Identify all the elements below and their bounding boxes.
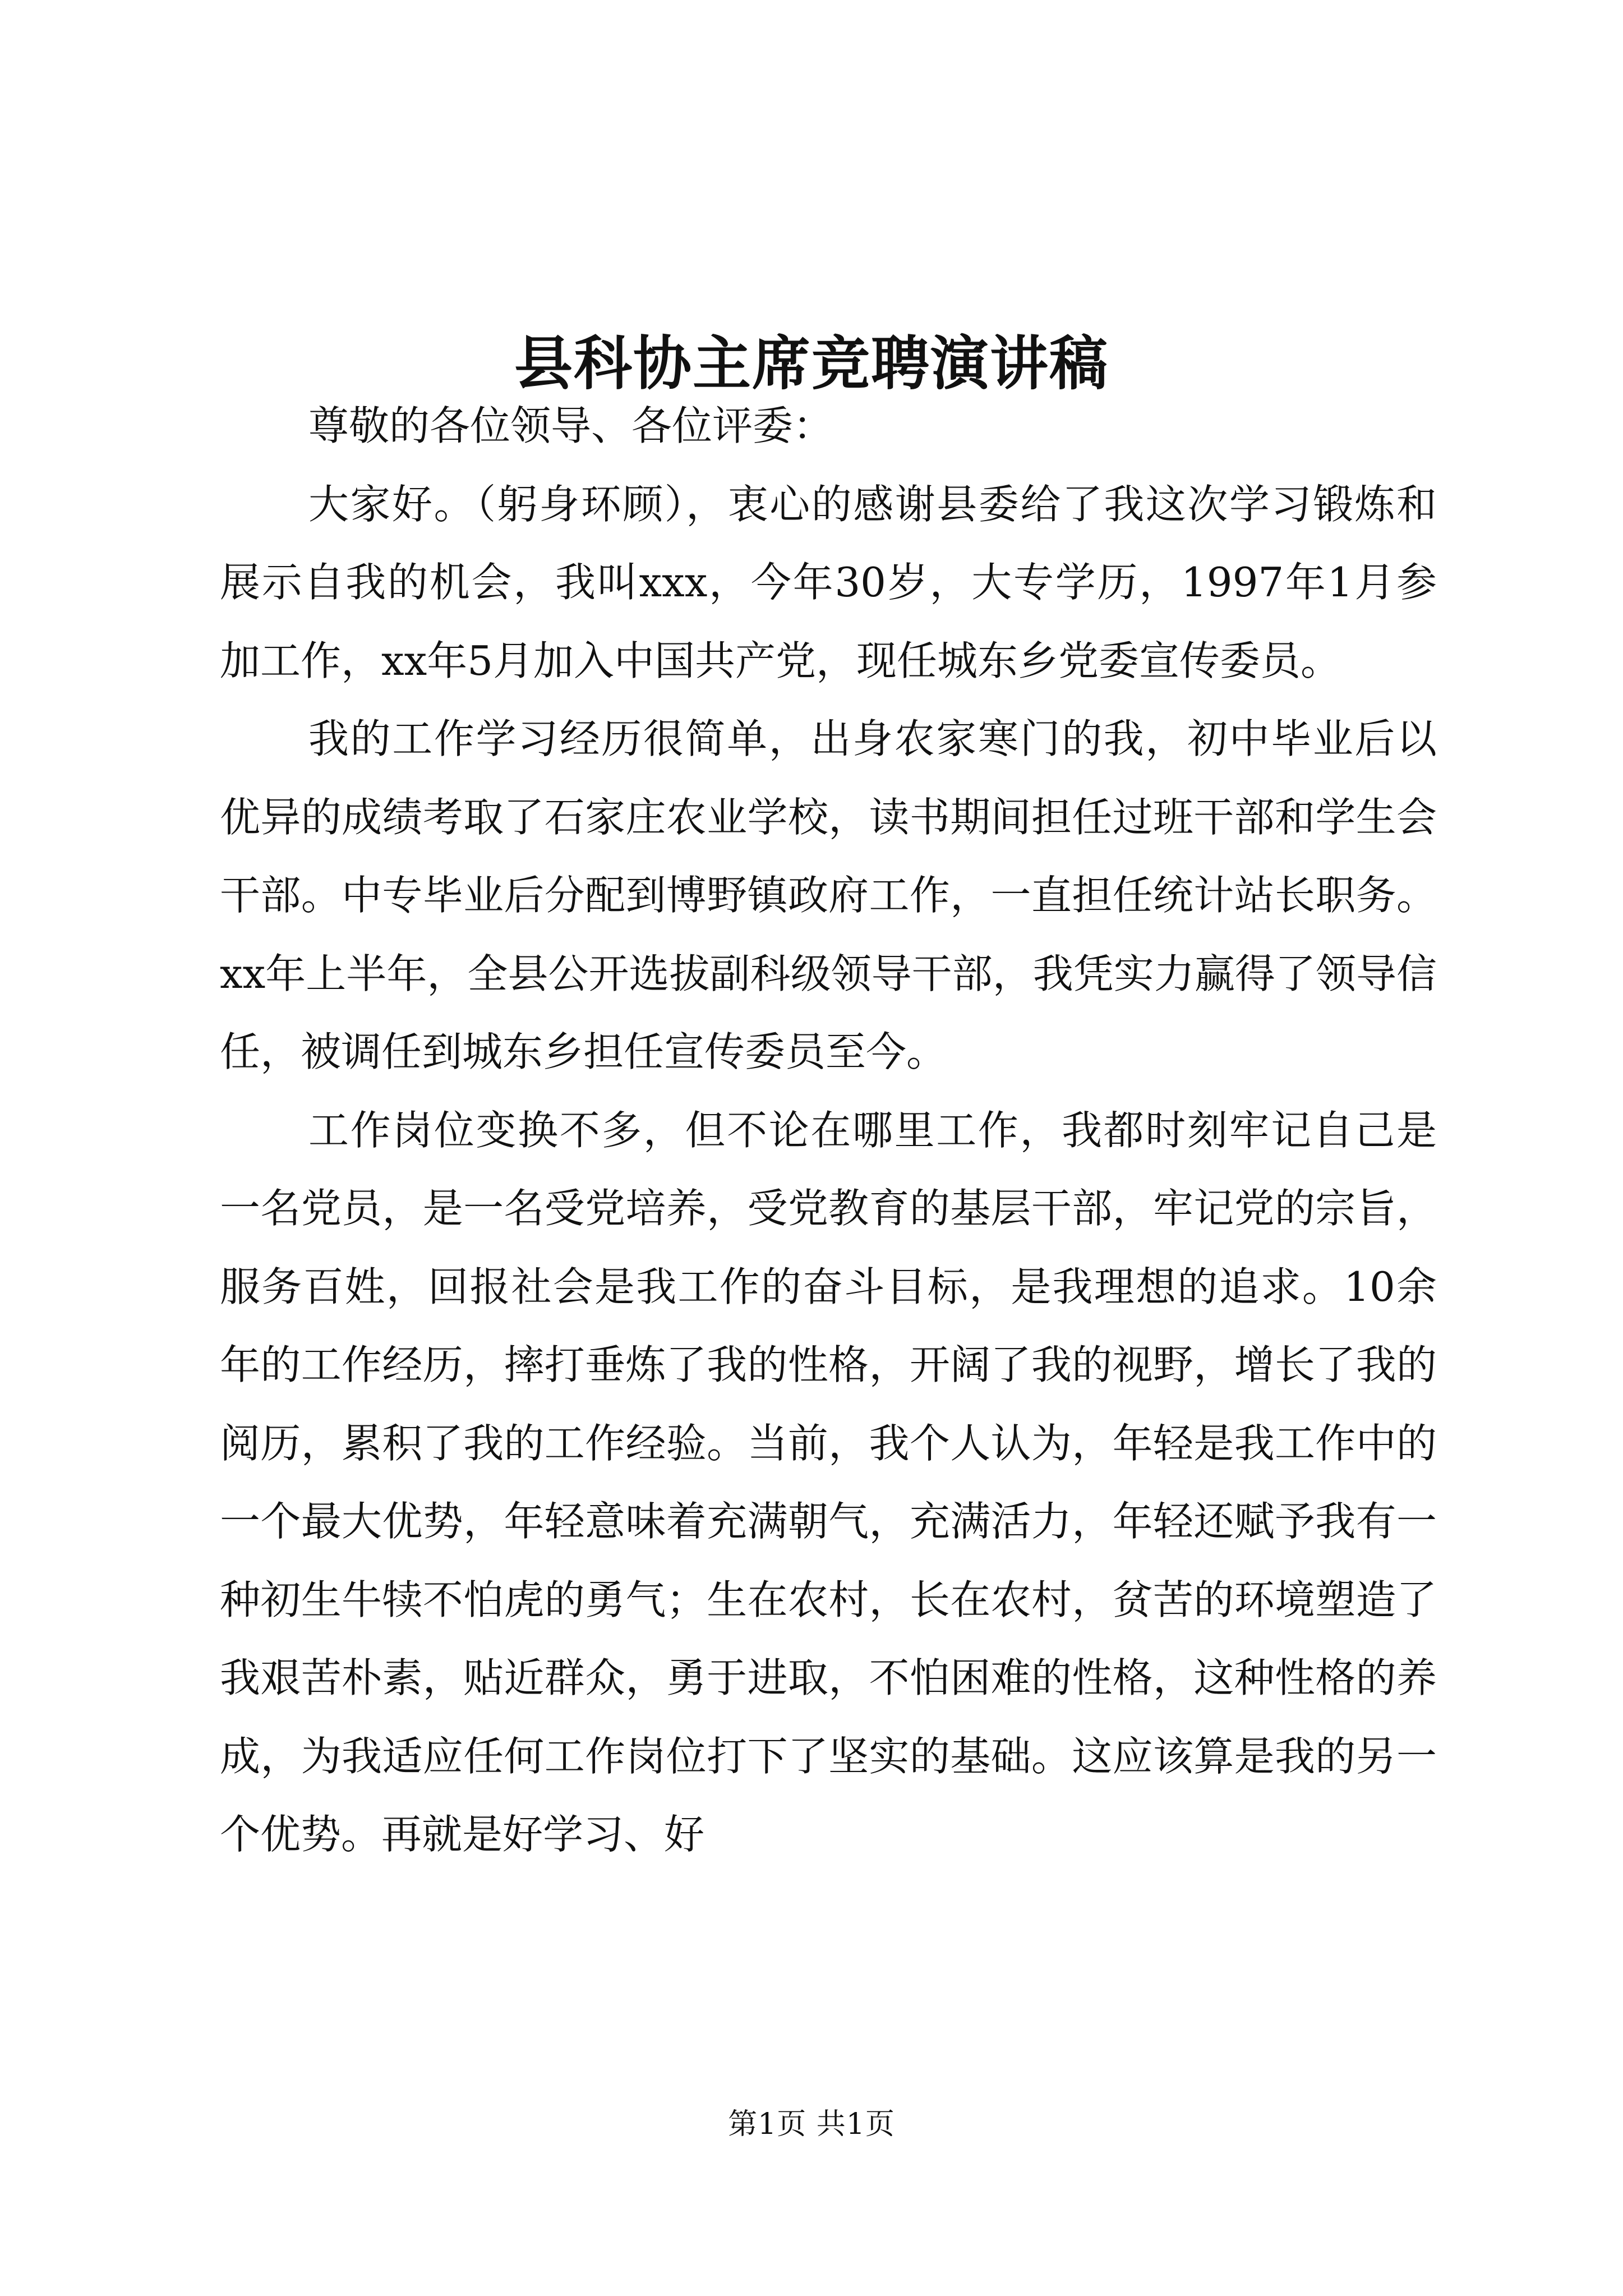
body-paragraph: 我的工作学习经历很简单，出身农家寒门的我，初中毕业后以优异的成绩考取了石家庄农业学校，读书期间担任过班干部和学生会干部。中专毕业后分配到博野镇政府工作，一直担任统计站长职务。xx年上半年，全县公开选拔副科级领导干部，我凭实力赢得了领导信任，被调任到城东乡担任宣传委员至今。	[220, 715, 1437, 1075]
document-title: 县科协主席竞聘演讲稿	[514, 328, 1109, 398]
page-number-footer: 第1页 共1页	[728, 2108, 895, 2141]
document-body	[220, 387, 1437, 1874]
body-paragraph: 工作岗位变换不多，但不论在哪里工作，我都时刻牢记自己是一名党员，是一名受党培养，受党教育的基层干部，牢记党的宗旨，服务百姓，回报社会是我工作的奋斗目标，是我理想的追求。10余年的工作经历，摔打垂炼了我的性格，开阔了我的视野，增长了我的阅历，累积了我的工作经验。当前，我个人认为，年轻是我工作中的一个最大优势，年轻意味着充满朝气，充满活力，年轻还赋予我有一种初生牛犊不怕虎的勇气；生在农村，长在农村，贫苦的环境塑造了我艰苦朴素，贴近群众，勇于进取，不怕困难的性格，这种性格的养成，为我适应任何工作岗位打下了坚实的基础。这应该算是我的另一个优势。再就是好学习、好	[220, 1106, 1437, 1858]
body-paragraph: 大家好。（躬身环顾），衷心的感谢县委给了我这次学习锻炼和展示自我的机会，我叫xxx，今年30岁，大专学历，1997年1月参加工作，xx年5月加入中国共产党，现任城东乡党委宣传委员。	[220, 480, 1437, 684]
salutation-paragraph: 尊敬的各位领导、各位评委：	[308, 402, 834, 449]
